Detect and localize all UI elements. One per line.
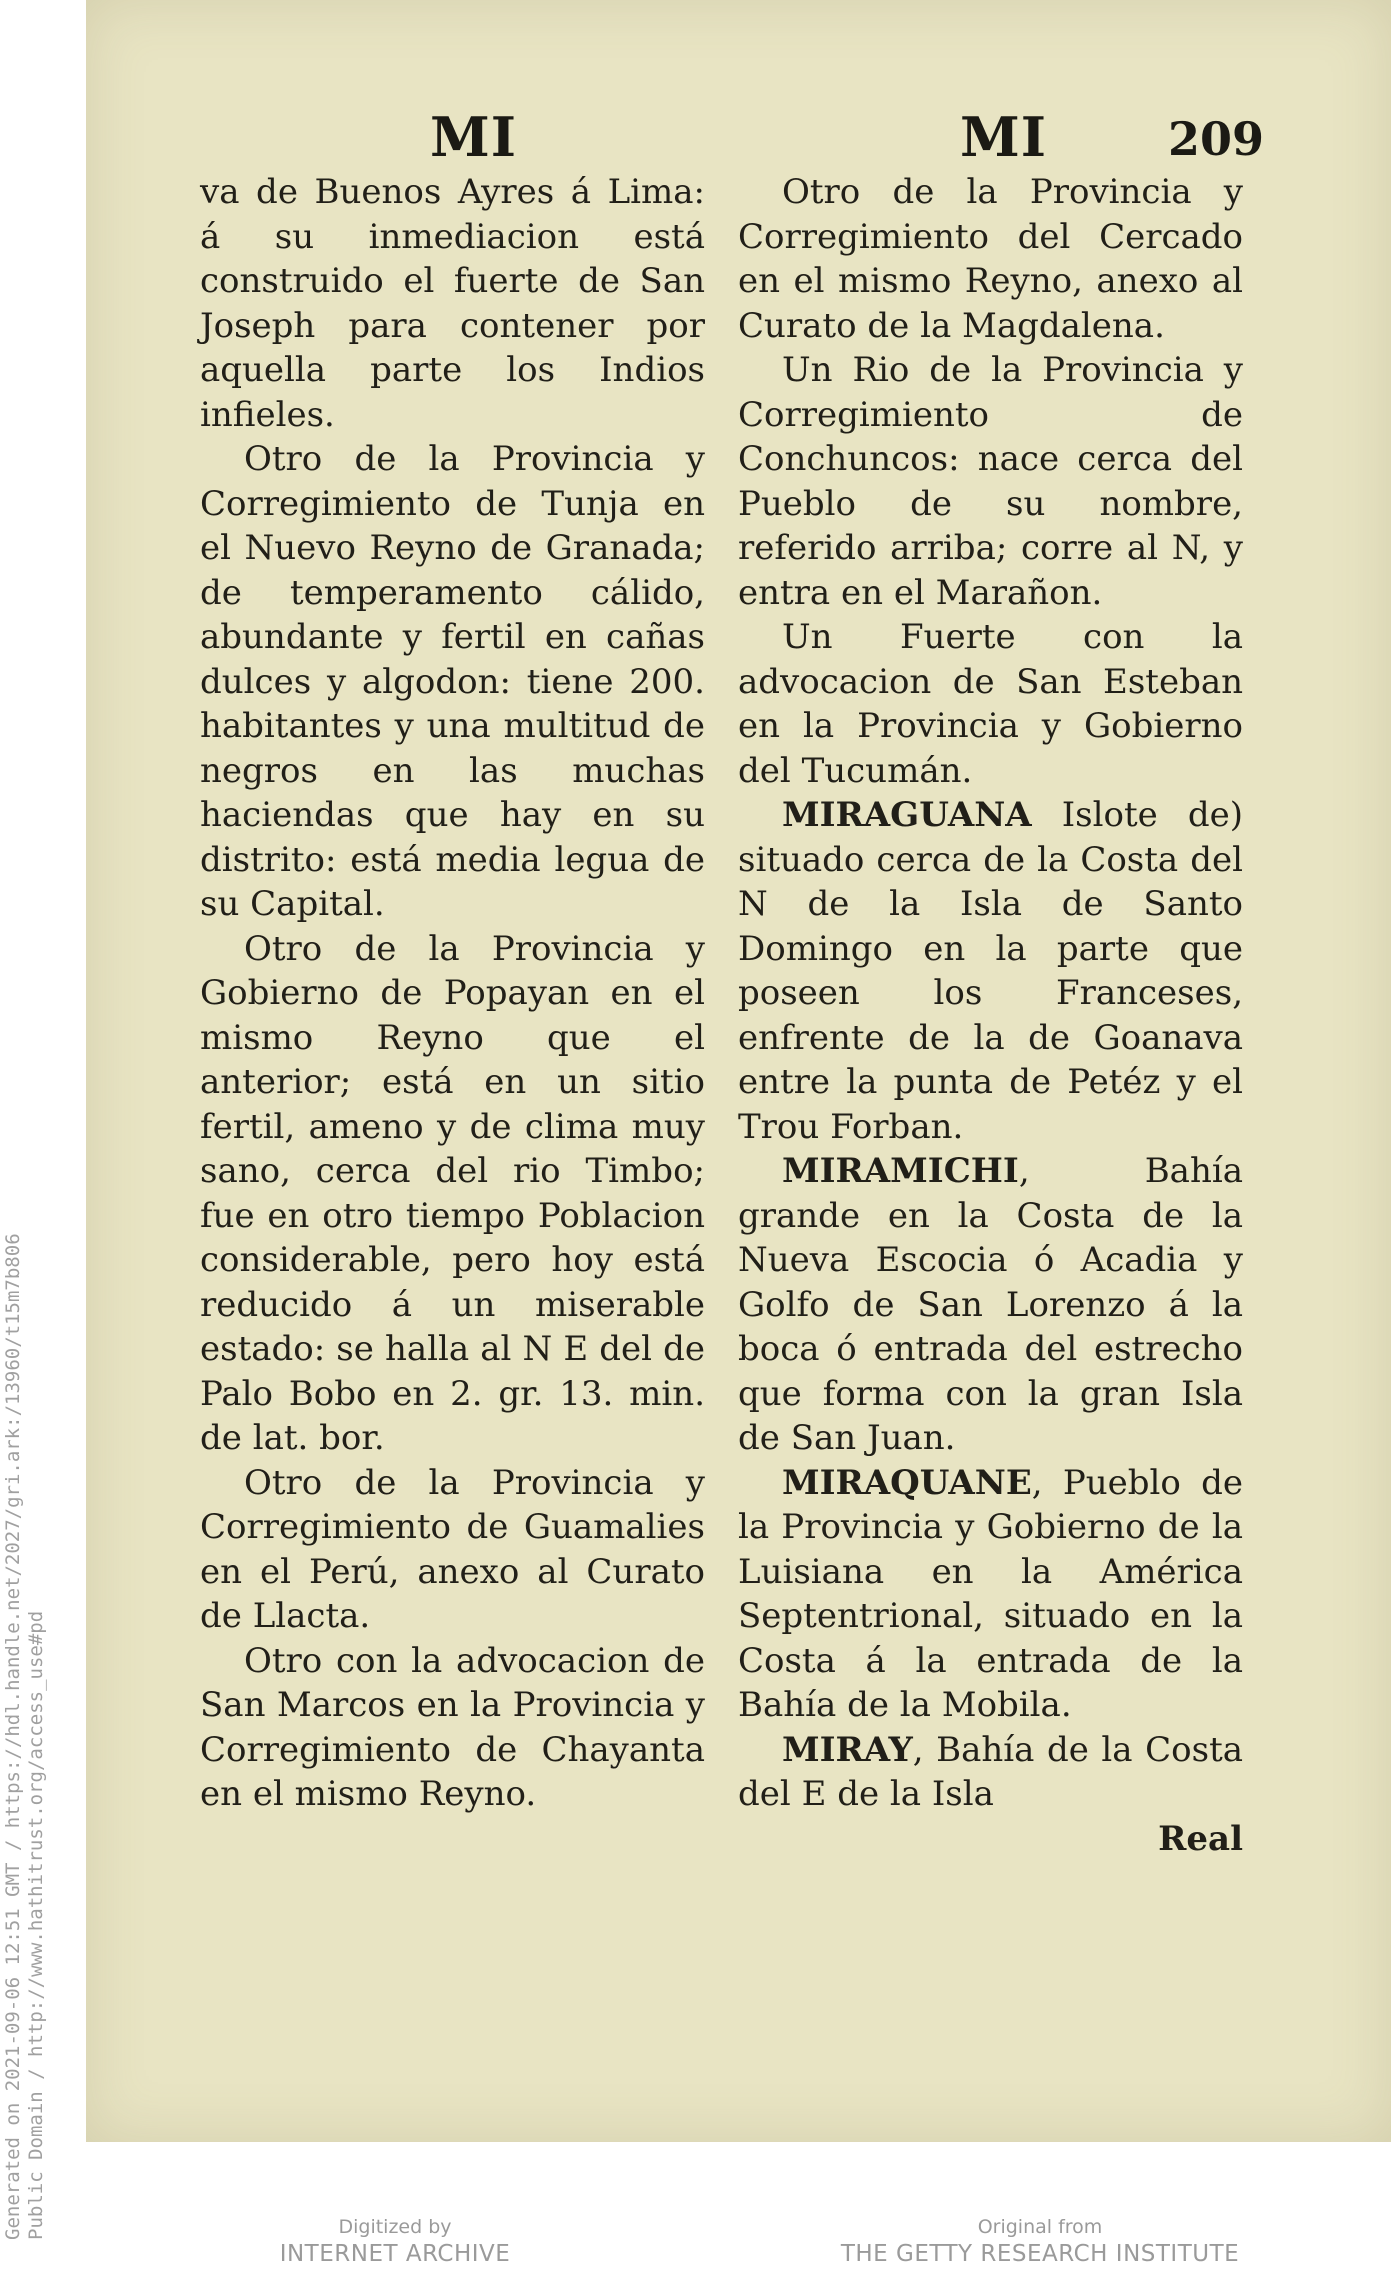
footer-original-from (840, 2215, 1240, 2269)
right-column (738, 170, 1243, 1861)
running-head-left: MI (430, 105, 518, 169)
access-stamp-line-2: Public Domain / http://www.hathitrust.org/access_use#pd (25, 1610, 47, 2240)
entry-miray-text: , Bahía de la Costa del E de la Isla (738, 1729, 1243, 1814)
left-paragraph-5: Otro con la advocacion de San Marcos en la Provincia y Corregimiento de Chayanta en el mismo Reyno. (200, 1640, 705, 1814)
access-stamp-line-1: Generated on 2021-09-06 12:51 GMT / https://hdl.handle.net/2027/gri.ark:/13960/t15m7b806 (2, 1233, 24, 2240)
page-number: 209 (1168, 112, 1265, 166)
right-paragraph-3: Un Fuerte con la advocacion de San Esteban en la Provincia y Gobierno del Tucumán. (738, 617, 1243, 791)
entry-miramichi (738, 1149, 1243, 1461)
running-head-right: MI (960, 105, 1048, 169)
left-paragraph-1: va de Buenos Ayres á Lima: á su inmediacion está construido el fuerte de San Joseph para contener por aquella parte los Indios infieles. (200, 172, 705, 435)
right-paragraph-2: Un Rio de la Provincia y Corregimiento de Conchuncos: nace cerca del Pueblo de su nombre, referido arriba; corre al N, y entra en el Marañon. (738, 350, 1243, 613)
entry-miraquane-text: , Pueblo de la Provincia y Gobierno de la Luisiana en la América Septentrional, situado en la Costa á la entrada de la Bahía de la Mobila. (738, 1462, 1243, 1725)
headword-miraguana: MIRAGUANA (782, 795, 1032, 835)
headword-miramichi: MIRAMICHI (782, 1151, 1019, 1191)
entry-miraguana-text: Islote de) situado cerca de la Costa del N de la Isla de Santo Domingo en la parte que poseen los Franceses, enfrente de la de Goanava entre la punta de Petéz y el Trou Forban. (738, 795, 1243, 1147)
footer-original-label: Original from (977, 2216, 1103, 2238)
catchword: Real (1158, 1818, 1243, 1859)
headword-miray: MIRAY (782, 1729, 913, 1770)
left-paragraph-4: Otro de la Provincia y Corregimiento de Guamalies en el Perú, anexo al Curato de Llacta. (200, 1462, 705, 1636)
left-paragraph-3: Otro de la Provincia y Gobierno de Popayan en el mismo Reyno que el anterior; está en un sitio fertil, ameno y de clima muy sano, cerca del rio Timbo; fue en otro tiempo Poblacion considerable, pero hoy está reducido á un miserable estado: se halla al N E del de Palo Bobo en 2. gr. 13. min. de lat. bor. (200, 928, 705, 1458)
headword-miraquane: MIRAQUANE (782, 1462, 1032, 1503)
left-paragraph-2: Otro de la Provincia y Corregimiento de Tunja en el Nuevo Reyno de Granada; de temperamento cálido, abundante y fertil en cañas dulces y algodon: tiene 200. habitantes y una multitud de negros en las muchas haciendas que hay en su distrito: está media legua de su Capital. (200, 439, 705, 924)
footer-internet-archive: INTERNET ARCHIVE (279, 2241, 511, 2267)
entry-miraguana (738, 793, 1243, 1149)
footer-getty-institute: THE GETTY RESEARCH INSTITUTE (840, 2241, 1240, 2267)
entry-miramichi-text: , Bahía grande en la Costa de la Nueva Escocia ó Acadia y Golfo de San Lorenzo á la boca ó entrada del estrecho que forma con la gran Isla de San Juan. (738, 1151, 1243, 1458)
access-stamp (2, 1233, 48, 2240)
right-paragraph-1: Otro de la Provincia y Corregimiento del Cercado en el mismo Reyno, anexo al Curato de la Magdalena. (738, 172, 1243, 346)
entry-miraquane (738, 1461, 1243, 1728)
left-column (200, 170, 705, 1817)
footer-digitized-by (230, 2215, 560, 2269)
entry-miray (738, 1728, 1243, 1817)
footer-digitized-label: Digitized by (338, 2216, 452, 2238)
